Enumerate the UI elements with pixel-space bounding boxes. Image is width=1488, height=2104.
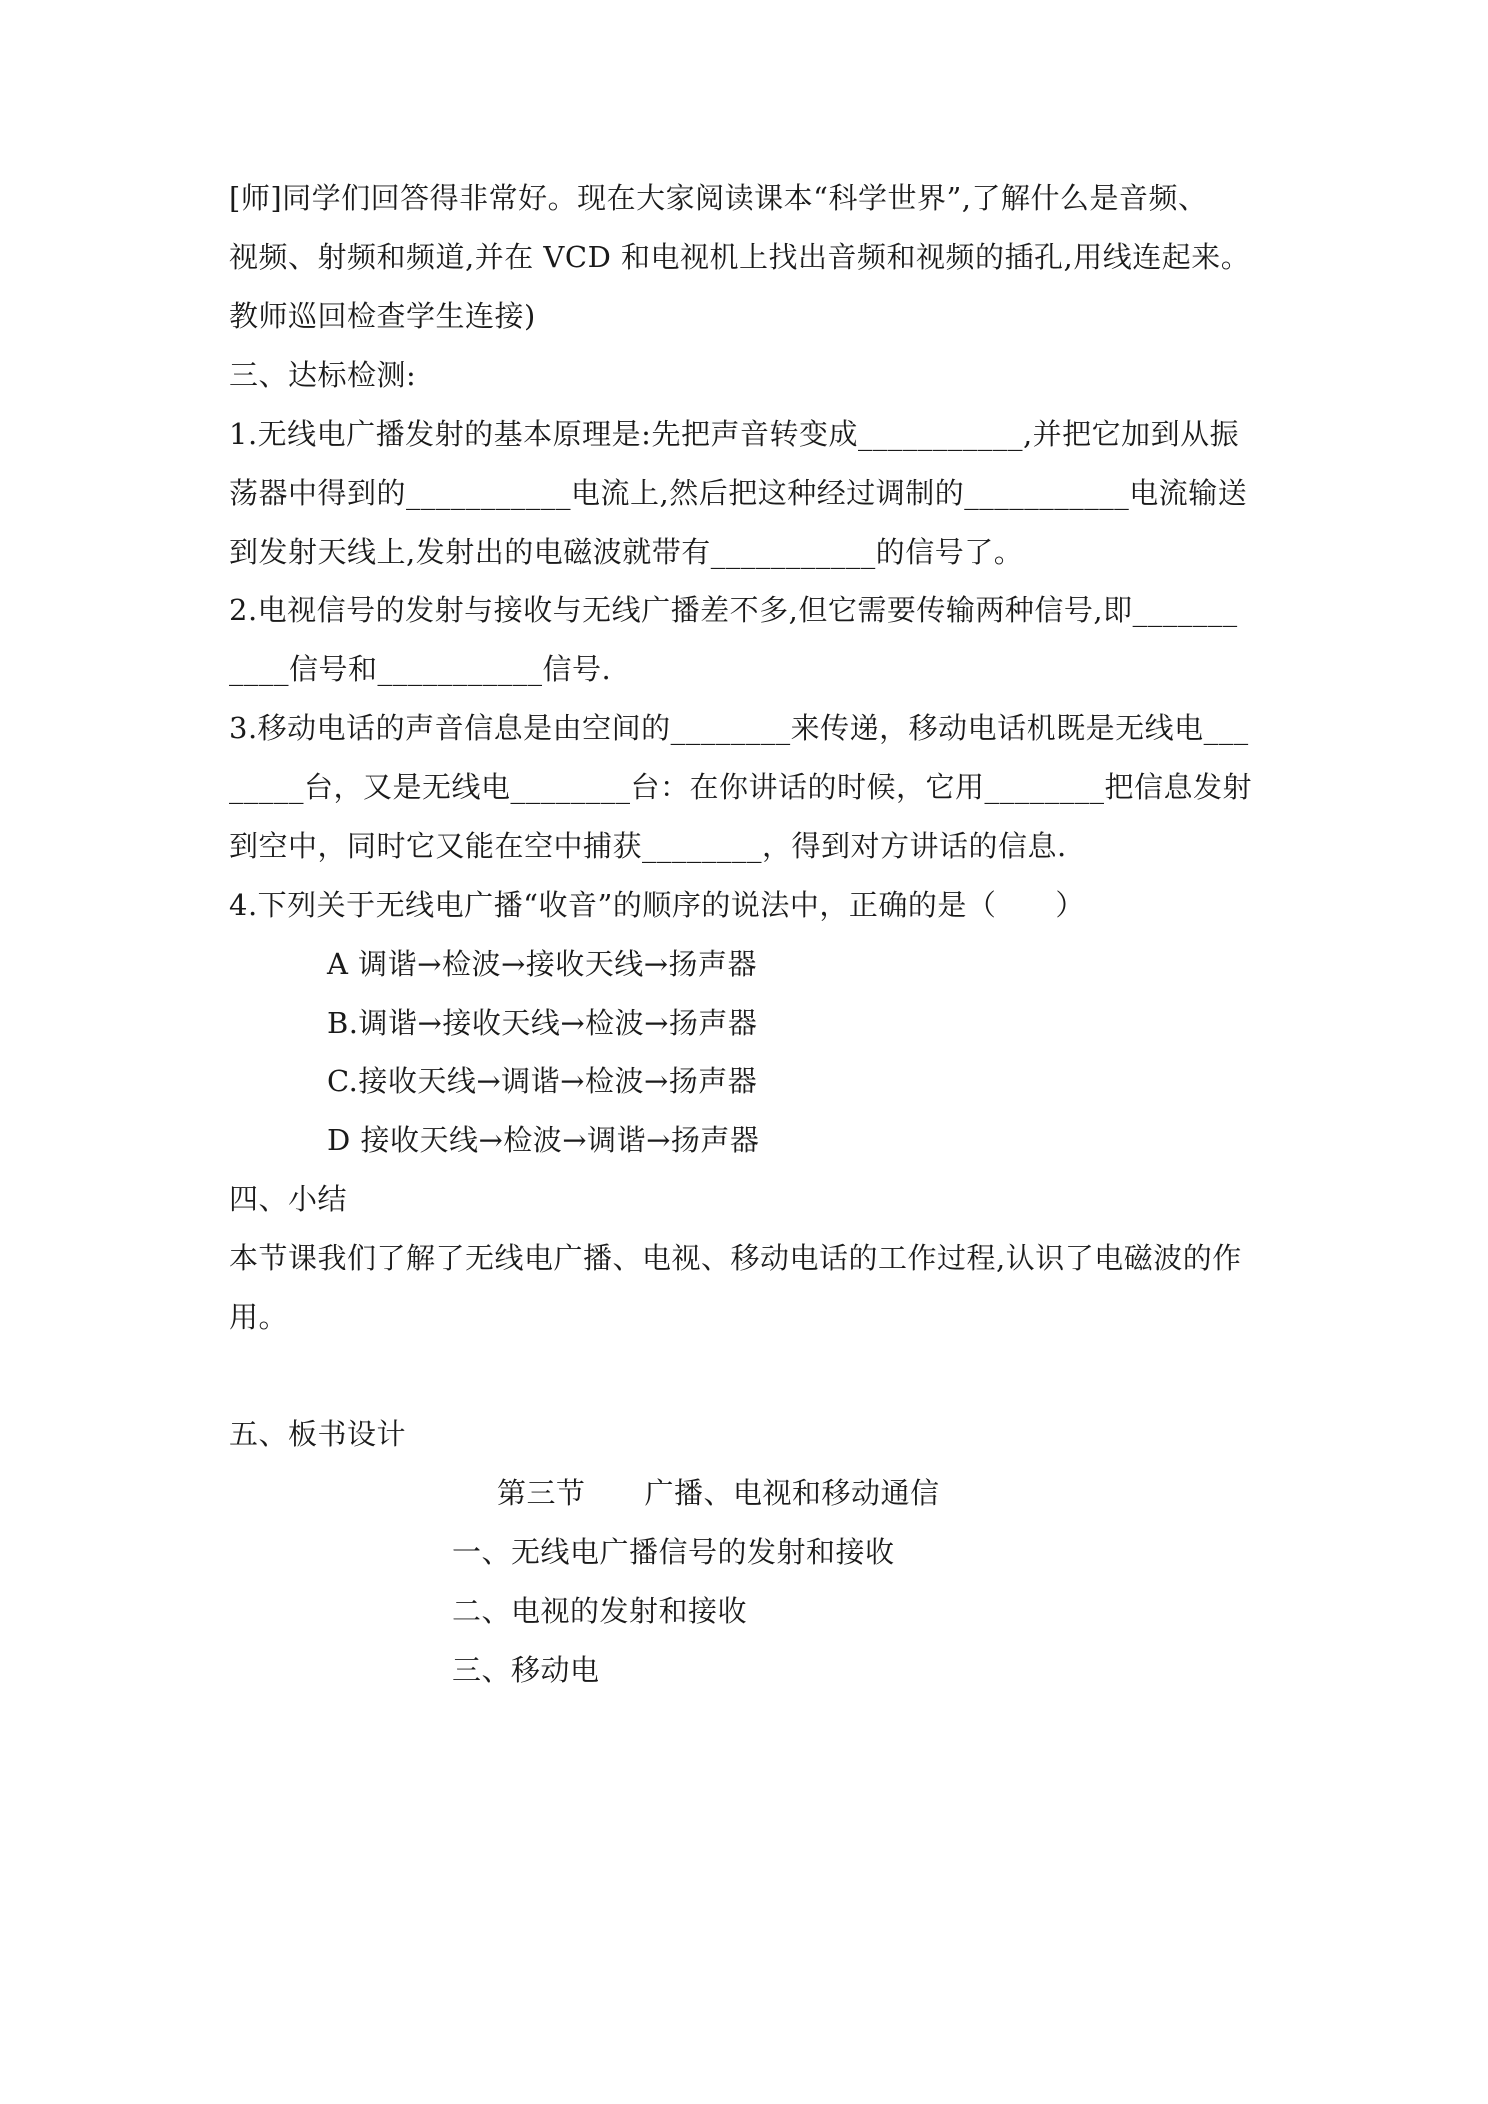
question-1-line-1: 1.无线电广播发射的基本原理是:先把声音转变成___________,并把它加到从振 (229, 417, 1240, 451)
question-2-line-1: 2.电视信号的发射与接收与无线广播差不多,但它需要传输两种信号,即_______ (229, 593, 1238, 627)
question-1-line-2: 荡器中得到的___________电流上,然后把这种经过调制的___________电流输送 (229, 476, 1248, 510)
paragraph-teacher-line-3: 教师巡回检查学生连接) (229, 299, 536, 333)
board-item-3: 三、移动电 (452, 1653, 600, 1687)
summary-line-1: 本节课我们了解了无线电广播、电视、移动电话的工作过程,认识了电磁波的作 (229, 1241, 1242, 1275)
board-title: 第三节 广播、电视和移动通信 (497, 1476, 940, 1510)
option-d: D 接收天线→检波→调谐→扬声器 (327, 1123, 760, 1157)
board-item-2: 二、电视的发射和接收 (452, 1594, 748, 1628)
paragraph-teacher-line-2: 视频、射频和频道,并在 VCD 和电视机上找出音频和视频的插孔,用线连起来。 (229, 240, 1251, 274)
question-4-stem: 4.下列关于无线电广播“收音”的顺序的说法中，正确的是（ ） (229, 888, 1085, 922)
question-3-line-1: 3.移动电话的声音信息是由空间的________来传递，移动电话机既是无线电___ (229, 711, 1249, 745)
section-heading-board-design: 五、板书设计 (229, 1417, 407, 1451)
section-heading-summary: 四、小结 (229, 1182, 348, 1216)
option-b: B.调谐→接收天线→检波→扬声器 (327, 1006, 758, 1040)
paragraph-teacher-line-1: [师]同学们回答得非常好。现在大家阅读课本“科学世界”,了解什么是音频、 (229, 181, 1208, 215)
question-1-line-3: 到发射天线上,发射出的电磁波就带有___________的信号了。 (229, 535, 1024, 569)
option-c: C.接收天线→调谐→检波→扬声器 (327, 1064, 758, 1098)
question-2-line-2: ____信号和___________信号. (229, 652, 612, 686)
question-3-line-3: 到空中，同时它又能在空中捕获________，得到对方讲话的信息. (229, 829, 1067, 863)
section-heading-test: 三、达标检测: (229, 358, 417, 392)
summary-line-2: 用。 (229, 1300, 289, 1334)
board-item-1: 一、无线电广播信号的发射和接收 (452, 1535, 895, 1569)
question-3-line-2: _____台，又是无线电________台：在你讲话的时候，它用________把信息发射 (229, 770, 1253, 804)
option-a: A 调谐→检波→接收天线→扬声器 (327, 947, 758, 981)
